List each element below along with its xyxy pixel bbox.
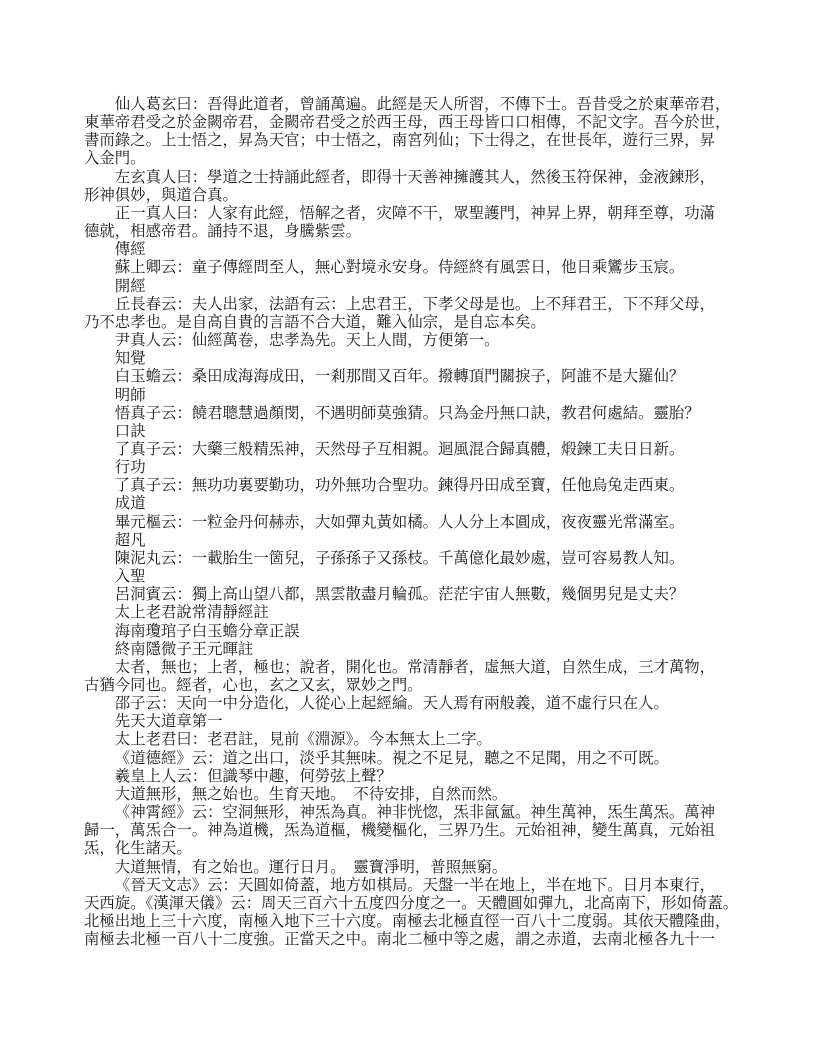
text-line: 《晉天文志》云：天圓如倚蓋，地方如棋局。天盤一半在地上，半在地下。日月本東行， (114, 876, 716, 894)
text-line: 入聖 (114, 568, 146, 586)
text-line: 天西旋。《漢渾天儀》云：周天三百六十五度四分度之一。天體圓如彈九，北高南下，形如倚蓋。 (84, 894, 739, 912)
text-line: 蘇上卿云：童子傳經問至人，無心對境永安身。侍經終有風雲日，他日乘鸞步玉宸。 (114, 259, 685, 277)
text-line: 開經 (114, 277, 146, 295)
text-line: 大道無形，無之始也。生育天地。 不待安排，自然而然。 (114, 785, 508, 803)
text-line: 《道德經》云：道之出口，淡乎其無味。視之不足見，聽之不足聞，用之不可既。 (114, 749, 669, 767)
text-line: 太者，無也；上者，極也；說者，開化也。常清靜者，虛無大道，自然生成，三才萬物， (114, 658, 716, 676)
text-line: 明師 (114, 386, 146, 404)
text-line: 《神霄經》云：空洞無形，神炁為真。神非恍惚，炁非氤氳。神生萬神，炁生萬炁。萬神 (114, 804, 716, 822)
text-line: 行功 (114, 459, 146, 477)
text-line: 了真子云：大藥三般精炁神，天然母子互相親。迴風混合歸真體，煅鍊工夫日日新。 (114, 440, 685, 458)
text-line: 口訣 (114, 422, 146, 440)
text-line: 太上老君曰：老君註，見前《淵源》。今本無太上二字。 (114, 731, 492, 749)
text-line: 先天大道章第一 (114, 713, 223, 731)
text-line: 終南隱微子王元暉註 (114, 640, 254, 658)
text-line: 炁，化生諸天。 (84, 840, 192, 858)
text-line: 白玉蟾云：桑田成海海成田，一剎那間又百年。撥轉頂門關捩子，阿誰不是大羅仙？ (114, 368, 685, 386)
text-line: 畢元樞云：一粒金丹何赫赤，大如彈丸黃如橘。人人分上本圓成，夜夜靈光常滿室。 (114, 513, 685, 531)
text-line: 古猶今同也。經者，心也，玄之又玄，眾妙之門。 (84, 677, 423, 694)
text-line: 大道無情，有之始也。運行日月。 靈寶淨明，普照無窮。 (114, 858, 508, 876)
text-line: 了真子云：無功功裏要勤功，功外無功合聖功。鍊得丹田成至寶，任他烏兔走西東。 (114, 477, 685, 495)
text-line: 海南瓊琯子白玉蟾分章正誤 (114, 622, 300, 640)
text-line: 德就，相感帝君。誦持不退，身騰紫雲。 (84, 223, 362, 241)
document-body (84, 96, 739, 949)
text-line: 悟真子云：饒君聰慧過顏閔，不遇明師莫強猜。只為金丹無口訣，教君何處結。靈胎？ (114, 404, 700, 422)
text-line: 太上老君說常清靜經註 (114, 604, 269, 622)
text-line: 正一真人曰：人家有此經，悟解之者，灾障不干，眾聖護門，神昇上界，朝拜至尊，功滿 (114, 204, 716, 222)
text-line: 呂洞賓云：獨上高山望八都，黑雲散盡月輪孤。茫茫宇宙人無數，幾個男兒是丈夫？ (114, 586, 685, 604)
text-line: 成道 (114, 495, 146, 513)
text-line: 陳泥丸云：一載胎生一箇兒，子孫孫子又孫枝。千萬億化最妙處，豈可容易教人知。 (114, 549, 685, 567)
text-line: 形神俱妙，與道合真。 (84, 186, 238, 204)
text-line: 東華帝君受之於金闕帝君，金闕帝君受之於西王母，西王母皆口口相傳，不記文字。吾今於世， (84, 114, 731, 132)
text-line: 左玄真人曰：學道之士持誦此經者，即得十天善神擁護其人，然後玉符保神，金液鍊形， (114, 168, 716, 186)
text-line: 超凡 (114, 531, 146, 549)
text-line: 丘長春云：夫人出家，法語有云：上忠君王，下孝父母是也。上不拜君王，下不拜父母， (114, 295, 716, 313)
text-line: 南極去北極一百八十二度強。正當天之中。南北二極中等之處，謂之赤道，去南北極各九十一 (84, 931, 716, 949)
text-line: 北極出地上三十六度，南極入地下三十六度。南極去北極直徑一百八十二度弱。其依天體隆曲， (84, 913, 731, 931)
text-line: 書而錄之。上士悟之，昇為天官；中士悟之，南宮列仙；下士得之，在世長年，遊行三界，昇 (84, 132, 716, 150)
text-line: 仙人葛玄曰：吾得此道者，曾誦萬遍。此經是天人所習，不傳下士。吾昔受之於東華帝君， (114, 96, 731, 113)
text-line: 邵子云：天向一中分造化，人從心上起經綸。天人焉有兩般義，道不虛行只在人。 (114, 695, 669, 713)
text-line: 入金門。 (84, 150, 146, 168)
text-line: 乃不忠孝也。是自高自貴的言語不合大道，難入仙宗，是自忘本矣。 (84, 313, 546, 331)
text-line: 知覺 (114, 350, 146, 368)
text-line: 傳經 (114, 241, 146, 259)
text-line: 歸一，萬炁合一。神為道機，炁為道樞，機變樞化，三界乃生。元始祖神，變生萬真，元始祖 (84, 822, 716, 840)
text-line: 尹真人云：仙經萬卷，忠孝為先。天上人間，方便第一。 (114, 332, 500, 350)
text-line: 羲皇上人云：但識琴中趣，何勞弦上聲？ (114, 767, 392, 785)
